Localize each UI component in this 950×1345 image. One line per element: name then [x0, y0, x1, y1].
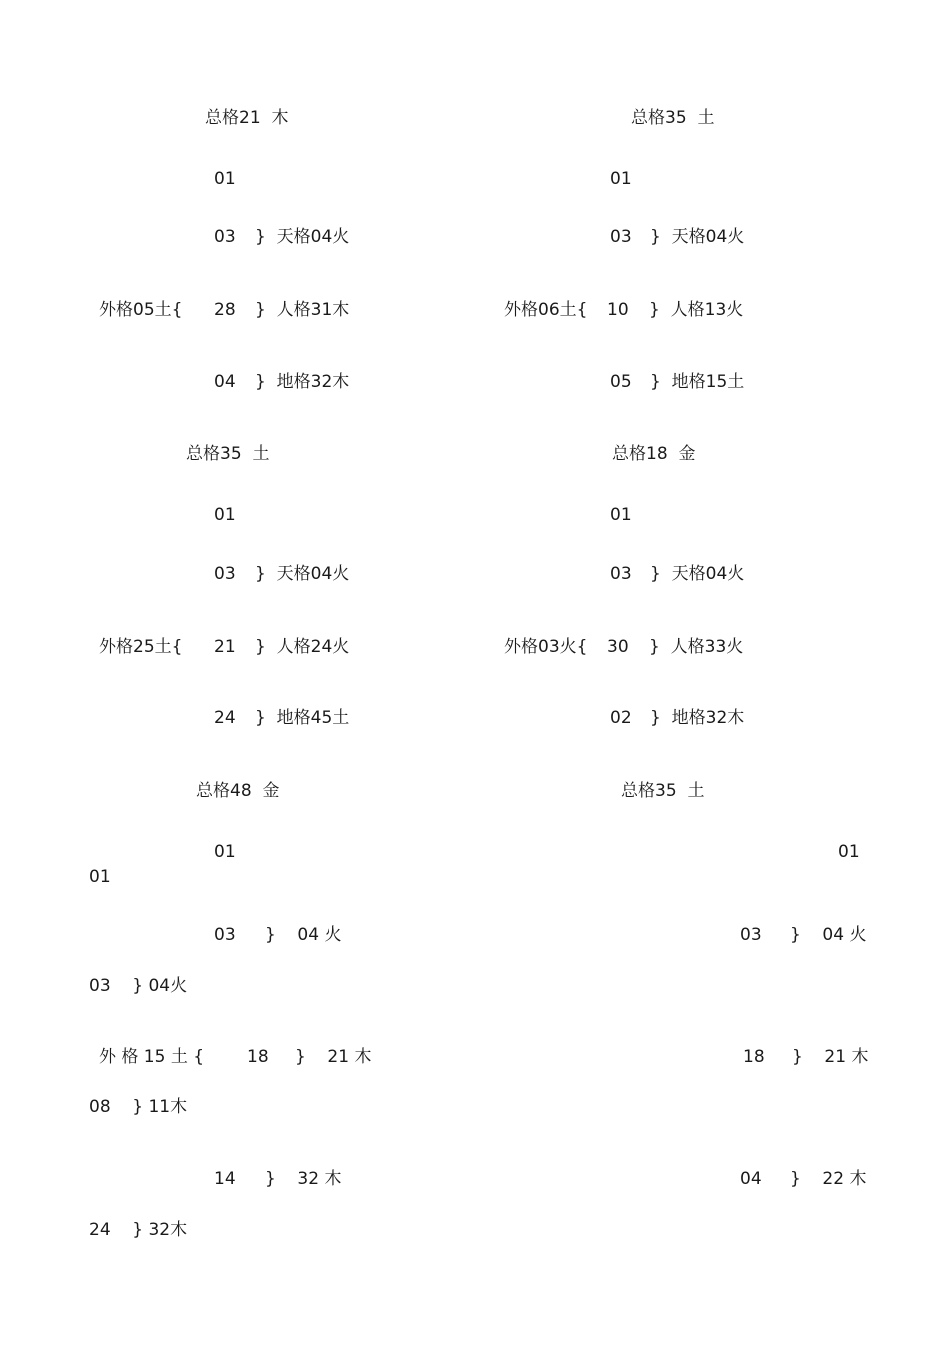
- total-grid-label: 总格35 土: [631, 108, 715, 128]
- total-grid-label: 总格35 土: [186, 444, 270, 464]
- stroke-number: 18: [247, 1047, 269, 1067]
- grid-value: } 04 火: [265, 925, 342, 945]
- stroke-number: 03: [214, 925, 236, 945]
- total-grid-label: 总格35 土: [621, 781, 705, 801]
- person-grid-label: } 人格24火: [255, 637, 350, 657]
- stroke-number: 18: [743, 1047, 765, 1067]
- stroke-number: 01: [89, 867, 111, 887]
- stroke-number: 01: [610, 169, 632, 189]
- stroke-number: 24: [214, 708, 236, 728]
- grid-value: } 32 木: [265, 1169, 342, 1189]
- stroke-line: 03 } 04火: [89, 976, 188, 996]
- heaven-grid-label: } 天格04火: [650, 564, 745, 584]
- grid-value: } 04 火: [790, 925, 867, 945]
- total-grid-label: 总格21 木: [205, 108, 289, 128]
- heaven-grid-label: } 天格04火: [255, 564, 350, 584]
- stroke-number: 05: [610, 372, 632, 392]
- earth-grid-label: } 地格45土: [255, 708, 350, 728]
- stroke-number: 01: [214, 842, 236, 862]
- stroke-line: 08 } 11木: [89, 1097, 188, 1117]
- stroke-line: 24 } 32木: [89, 1220, 188, 1240]
- outer-grid-label: 外格25土{: [99, 637, 183, 657]
- grid-value: } 22 木: [790, 1169, 867, 1189]
- heaven-grid-label: } 天格04火: [650, 227, 745, 247]
- stroke-number: 01: [610, 505, 632, 525]
- earth-grid-label: } 地格32木: [255, 372, 350, 392]
- person-grid-label: } 人格33火: [649, 637, 744, 657]
- person-grid-label: } 人格13火: [649, 300, 744, 320]
- stroke-number: 03: [740, 925, 762, 945]
- stroke-number: 02: [610, 708, 632, 728]
- stroke-number: 10: [607, 300, 629, 320]
- outer-grid-label: 外格05土{: [99, 300, 183, 320]
- earth-grid-label: } 地格32木: [650, 708, 745, 728]
- stroke-number: 03: [610, 227, 632, 247]
- stroke-number: 30: [607, 637, 629, 657]
- outer-grid-label: 外格03火{: [504, 637, 588, 657]
- grid-value: } 21 木: [792, 1047, 869, 1067]
- earth-grid-label: } 地格15土: [650, 372, 745, 392]
- stroke-number: 01: [214, 505, 236, 525]
- stroke-number: 01: [214, 169, 236, 189]
- stroke-number: 03: [214, 227, 236, 247]
- stroke-number: 14: [214, 1169, 236, 1189]
- person-grid-label: } 人格31木: [255, 300, 350, 320]
- outer-grid-label: 外格06土{: [504, 300, 588, 320]
- outer-grid-label: 外 格 15 土 {: [99, 1047, 205, 1067]
- heaven-grid-label: } 天格04火: [255, 227, 350, 247]
- total-grid-label: 总格18 金: [612, 444, 696, 464]
- stroke-number: 04: [214, 372, 236, 392]
- stroke-number: 03: [214, 564, 236, 584]
- stroke-number: 03: [610, 564, 632, 584]
- grid-value: } 21 木: [295, 1047, 372, 1067]
- stroke-number: 01: [838, 842, 860, 862]
- stroke-number: 04: [740, 1169, 762, 1189]
- stroke-number: 21: [214, 637, 236, 657]
- total-grid-label: 总格48 金: [196, 781, 280, 801]
- stroke-number: 28: [214, 300, 236, 320]
